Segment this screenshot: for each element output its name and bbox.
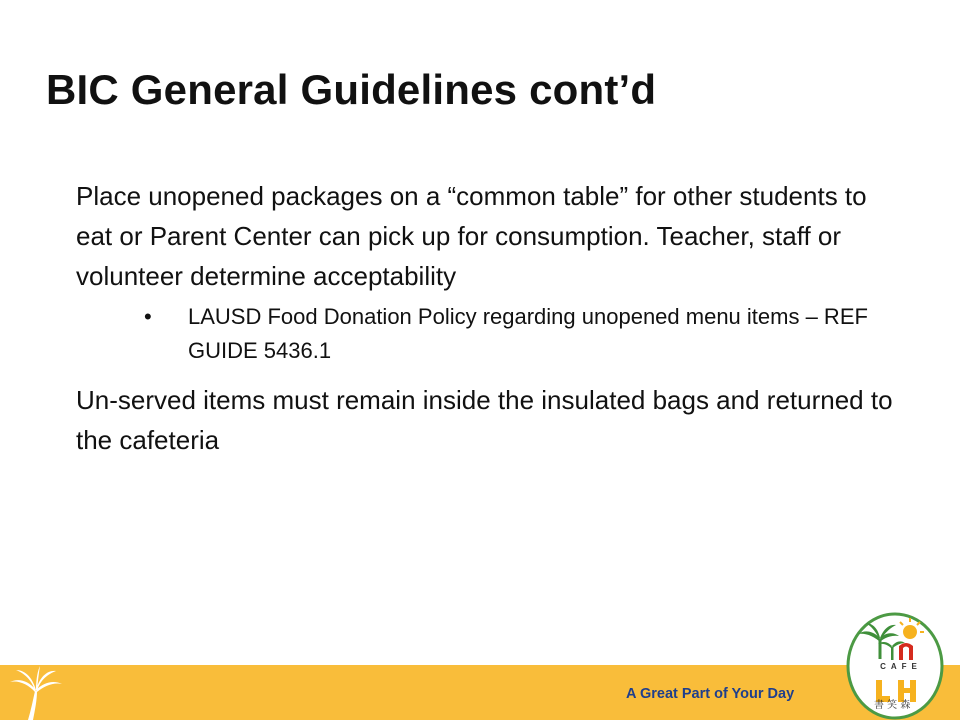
logo-letters: CAFE bbox=[880, 662, 922, 671]
slide-body bbox=[76, 176, 906, 460]
logo-characters: 書 笑 森 bbox=[874, 700, 911, 711]
bullet-item bbox=[144, 300, 868, 368]
bullet-text: LAUSD Food Donation Policy regarding unopened menu items – REF GUIDE 5436.1 bbox=[188, 304, 868, 363]
slide-title: BIC General Guidelines cont’d bbox=[46, 66, 657, 113]
paragraph-unserved-items: Un-served items must remain inside the insulated bags and returned to the cafeteria bbox=[76, 385, 893, 455]
footer-bar bbox=[0, 665, 960, 720]
paragraph-common-table: Place unopened packages on a “common table” for other students to eat or Parent Center can pick up for consumption. Teacher, staff or volunteer determine acceptability bbox=[76, 181, 867, 291]
bullet-dot: • bbox=[144, 304, 152, 329]
palm-tree-icon bbox=[6, 664, 66, 720]
footer-tagline: A Great Part of Your Day bbox=[626, 686, 795, 702]
